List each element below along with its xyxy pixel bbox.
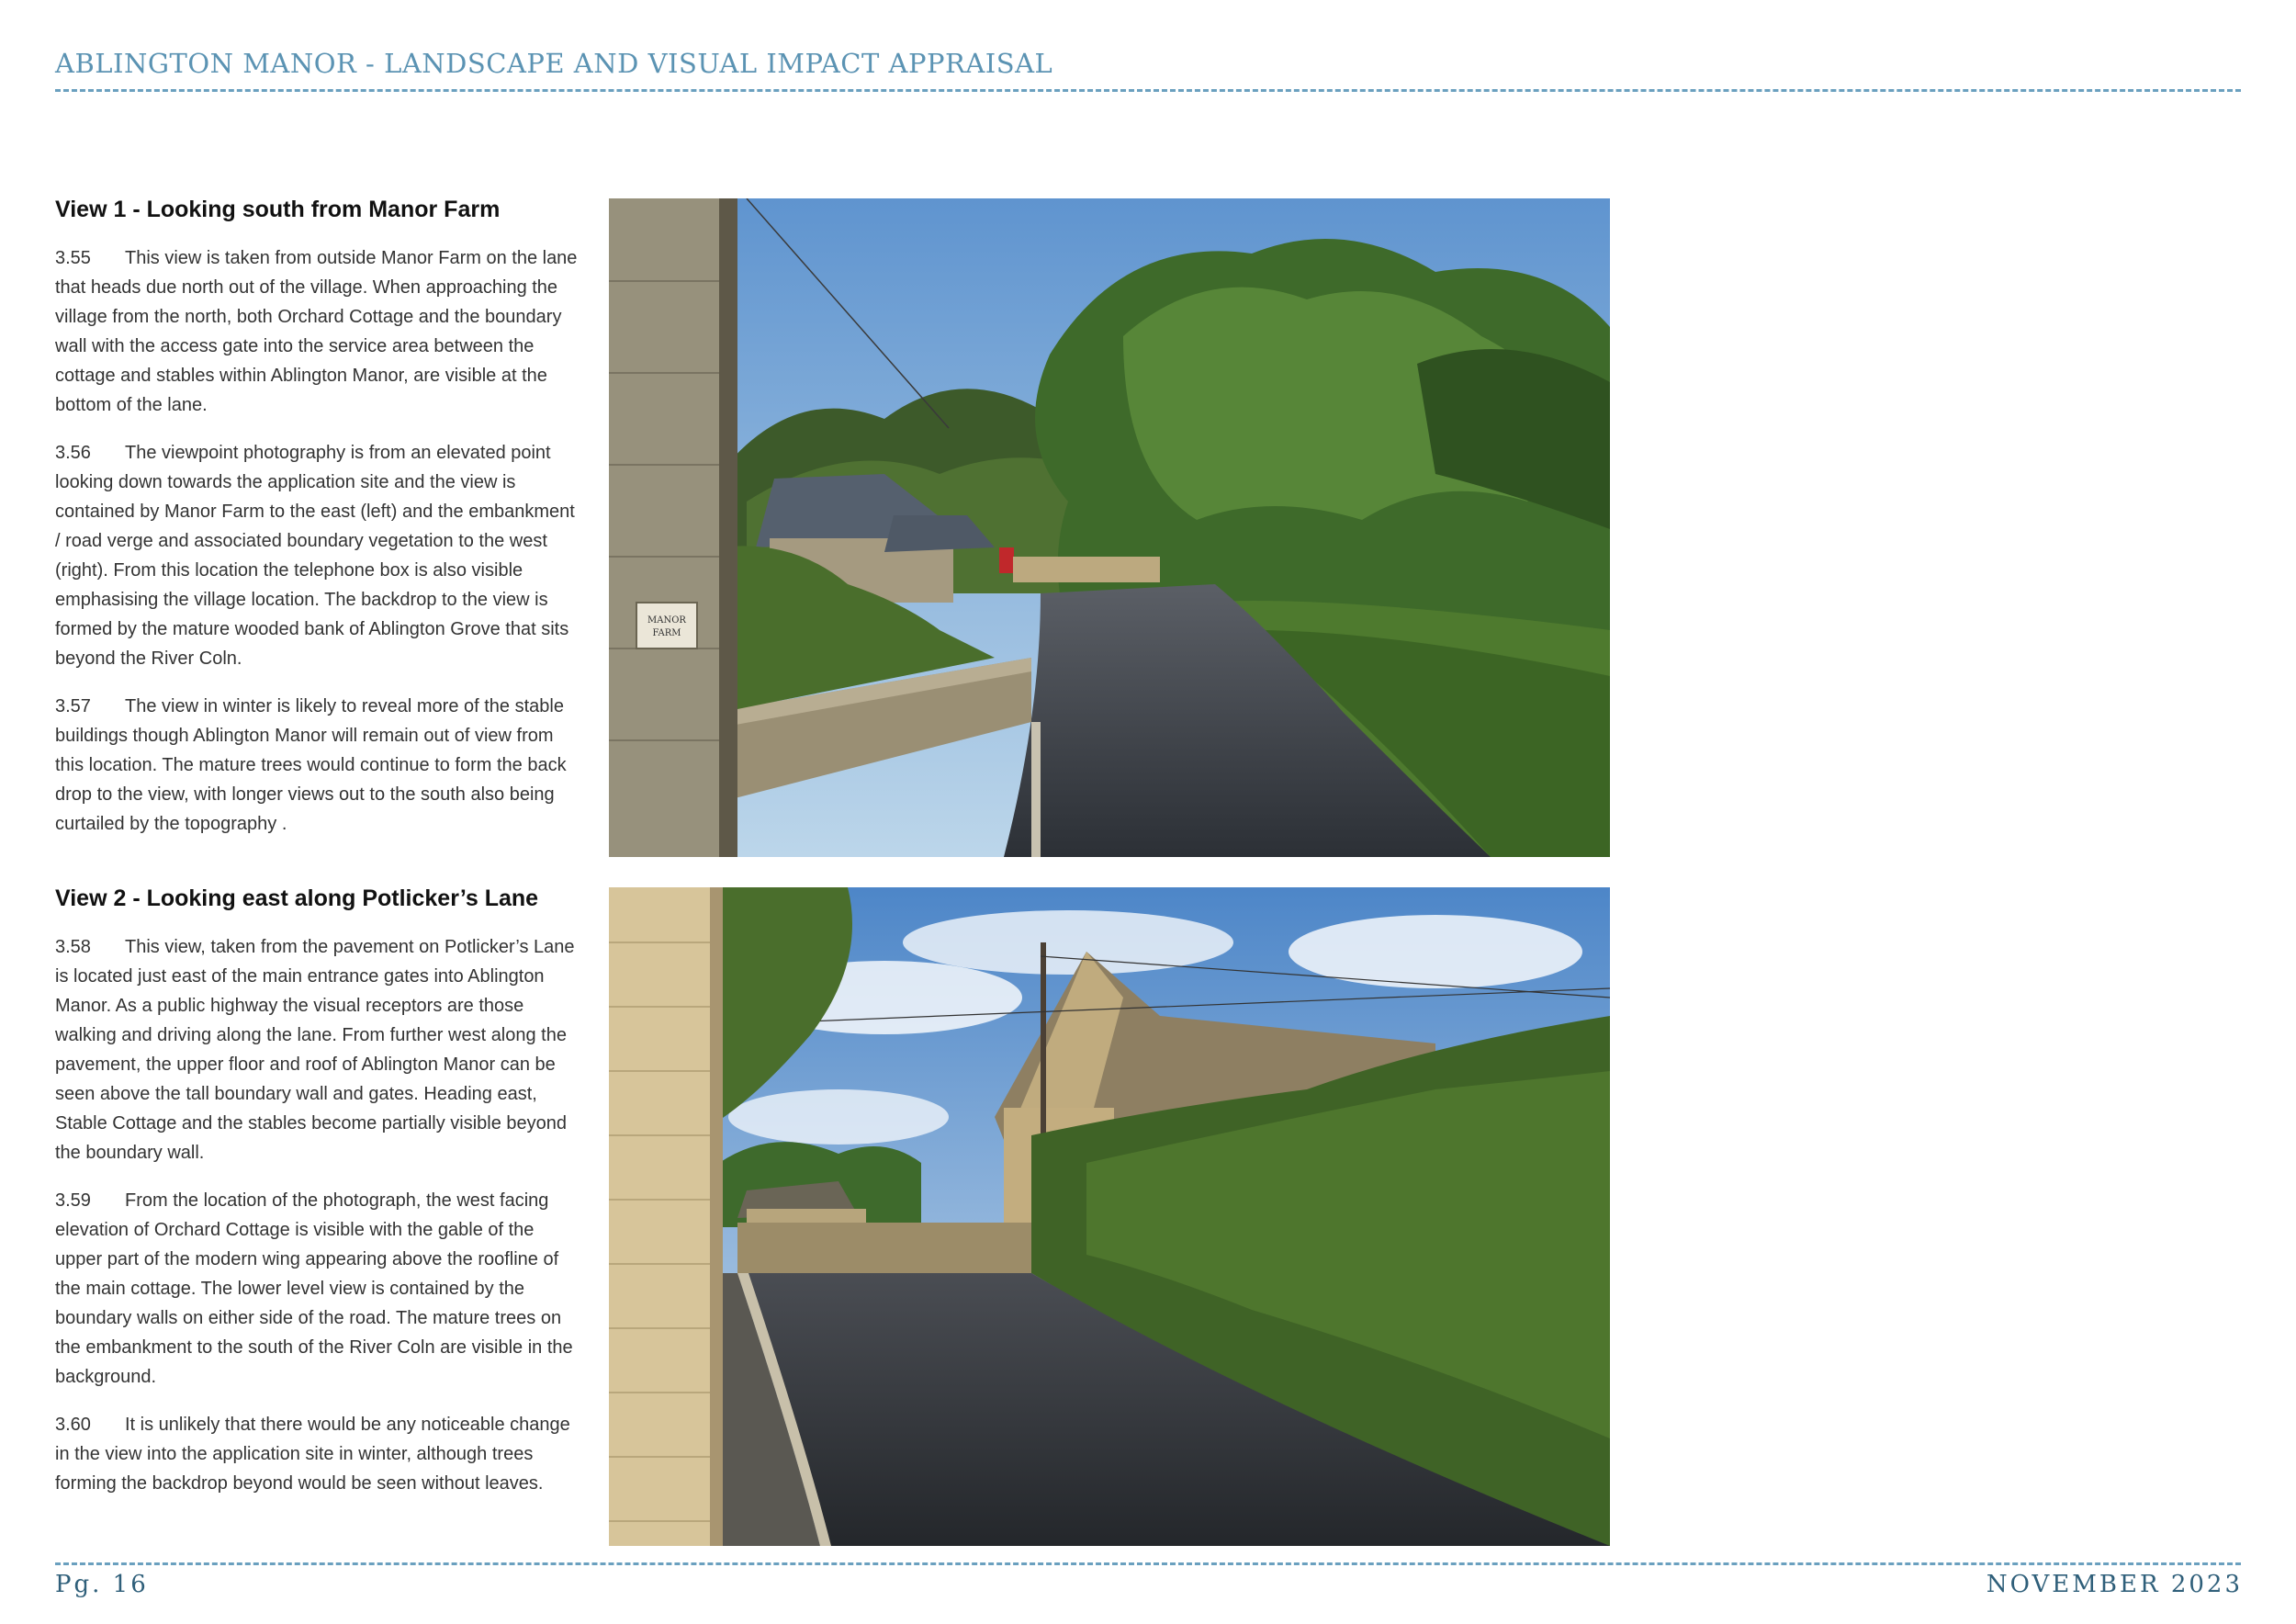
document-date: NOVEMBER 2023 (1986, 1571, 2243, 1598)
footer-divider (55, 1562, 2241, 1565)
paragraph-number: 3.55 (55, 248, 91, 268)
view-2-heading: View 2 - Looking east along Potlicker’s Lane (55, 885, 539, 911)
paragraph-text: This view is taken from outside Manor Farm on the lane that heads due north out of the village. When approaching the village from the north, both Orchard Cottage and the boundary wall with the access gate into the service area between the cottage and stables within Ablington Manor, are visible at the bottom of the lane. (55, 248, 578, 415)
paragraph-3-60 (55, 1410, 579, 1498)
document-title: ABLINGTON MANOR - LANDSCAPE AND VISUAL IMPACT APPRAISAL (55, 48, 1053, 79)
paragraph-3-59 (55, 1186, 579, 1392)
paragraph-text: The viewpoint photography is from an elevated point looking down towards the application site and the view is contained by Manor Farm to the east (left) and the embankment / road verge and associated boundary vegetation to the west (right). From this location the telephone box is also visible emphasising the village location. The backdrop to the view is formed by the mature wooded bank of Ablington Grove that sits beyond the River Coln. (55, 443, 575, 669)
paragraph-number: 3.57 (55, 696, 91, 716)
paragraph-number: 3.56 (55, 443, 91, 463)
paragraph-text: This view, taken from the pavement on Potlicker’s Lane is located just east of the main entrance gates into Ablington Manor. As a public highway the visual receptors are those walking and driving along the lane. From further west along the pavement, the upper floor and roof of Ablington Manor can be seen above the tall boundary wall and gates. Heading east, Stable Cottage and the stables become partially visible beyond the boundary wall. (55, 937, 575, 1163)
view-2-text (55, 885, 579, 1517)
page-number: Pg. 16 (55, 1571, 149, 1598)
paragraph-text: It is unlikely that there would be any noticeable change in the view into the application site in winter, although trees forming the backdrop beyond would be seen without leaves. (55, 1415, 570, 1494)
view-1-photograph (609, 198, 1610, 857)
paragraph-number: 3.58 (55, 937, 91, 957)
paragraph-3-55 (55, 243, 579, 420)
paragraph-3-56 (55, 438, 579, 673)
paragraph-3-57 (55, 692, 579, 839)
sign-line-2: FARM (652, 628, 681, 638)
paragraph-text: From the location of the photograph, the west facing elevation of Orchard Cottage is visible with the gable of the upper part of the modern wing appearing above the roofline of the main cottage. The lower level view is contained by the boundary walls on either side of the road. The mature trees on the embankment to the south of the River Coln are visible in the background. (55, 1190, 573, 1387)
sign-line-1: MANOR (647, 615, 686, 626)
header-divider (55, 89, 2241, 92)
view-2-photograph (609, 887, 1610, 1546)
paragraph-number: 3.59 (55, 1190, 91, 1211)
paragraph-3-58 (55, 932, 579, 1167)
paragraph-number: 3.60 (55, 1415, 91, 1435)
view-1-heading: View 1 - Looking south from Manor Farm (55, 197, 501, 222)
view-1-text (55, 196, 579, 857)
manor-farm-sign (636, 603, 697, 648)
paragraph-text: The view in winter is likely to reveal more of the stable buildings though Ablington Manor will remain out of view from this location. The mature trees would continue to form the back drop to the view, with longer views out to the south also being curtailed by the topography . (55, 696, 567, 834)
